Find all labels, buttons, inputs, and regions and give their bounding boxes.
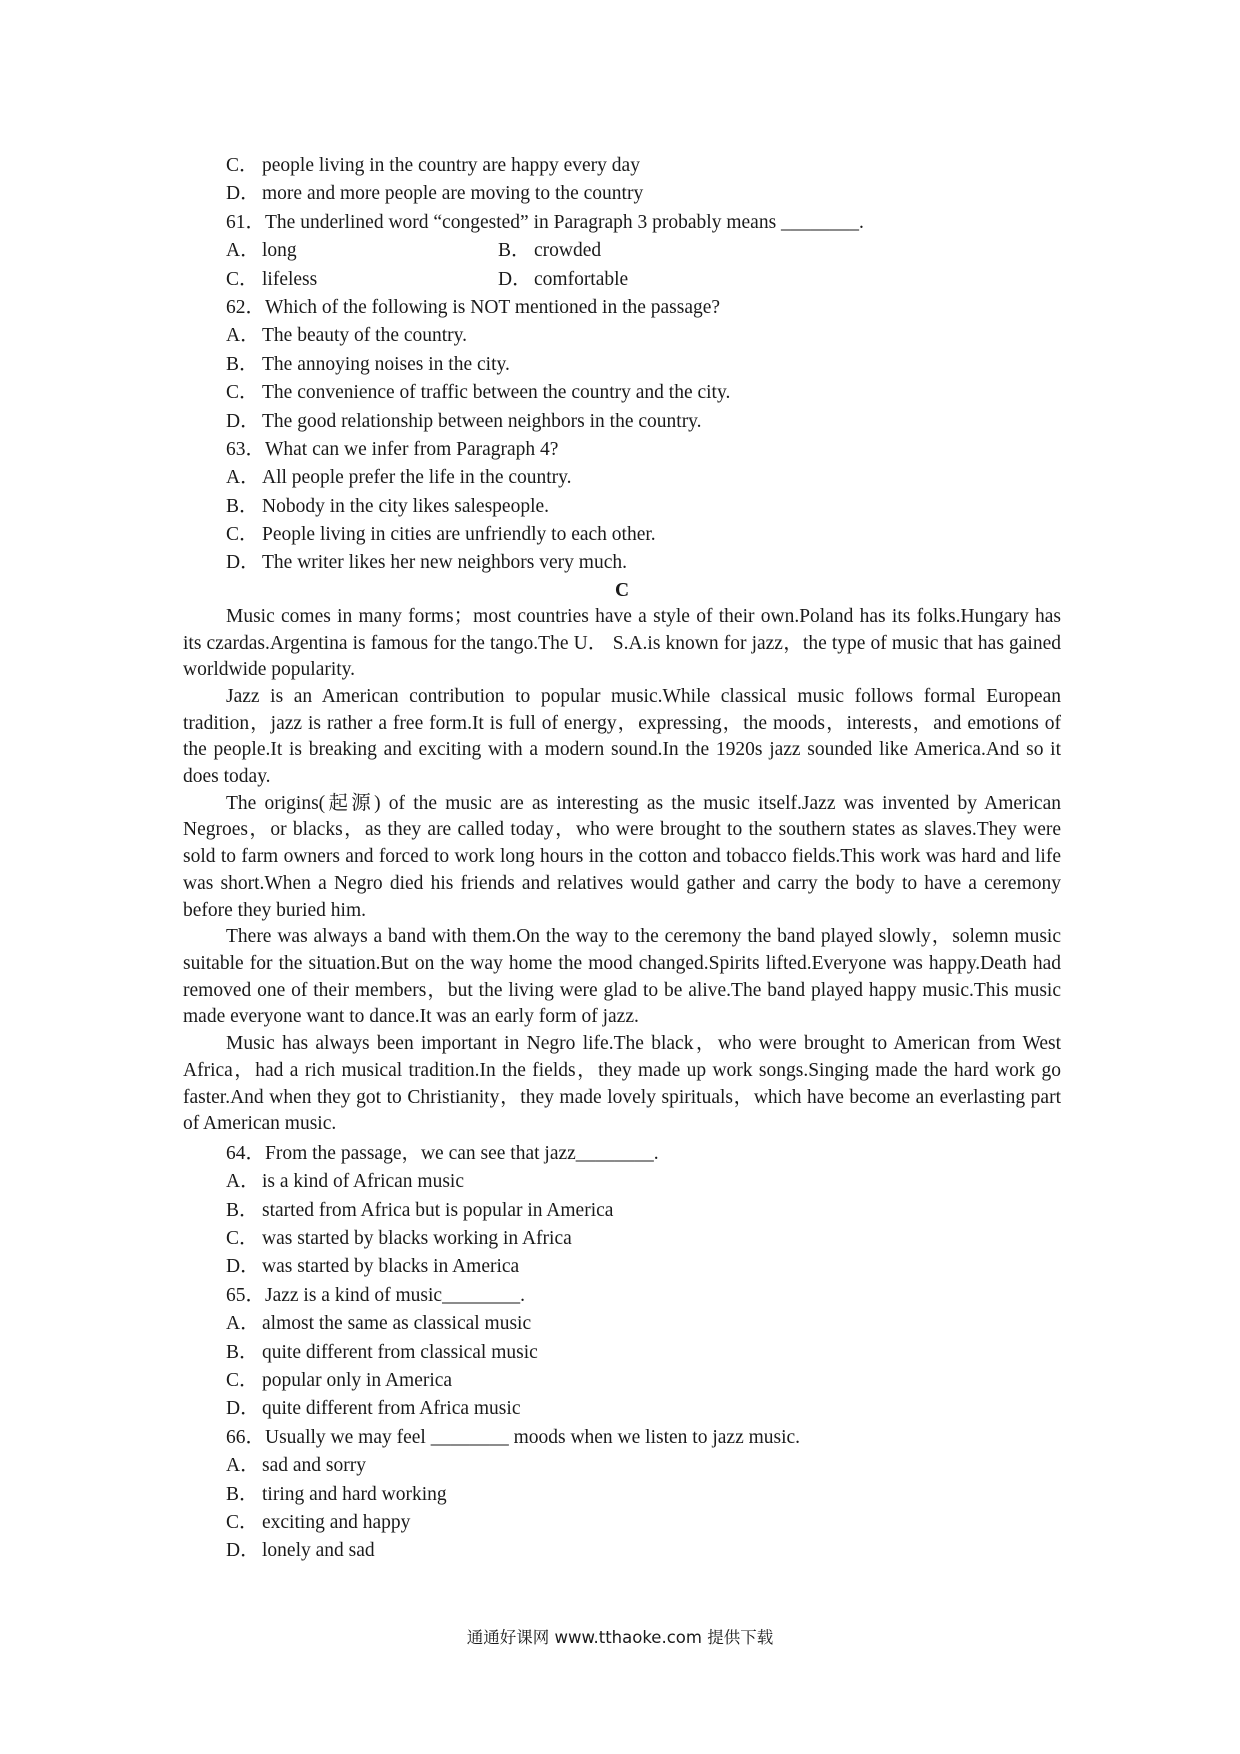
option-d: D． The good relationship between neighbors in the country.	[226, 410, 702, 432]
option-d: D． comfortable	[498, 268, 629, 290]
passage-paragraph: The origins(起源) of the music are as interesting as the music itself.Jazz was invented by American Negroes，or blacks，as they are called today，who were brought to the southern states as slaves.They were sold to farm owners and forced to work long hours in the cotton and tobacco fields.This work was hard and life was short.When a Negro died his friends and relatives would gather and carry the body to have a ceremony before they buried him.	[183, 792, 1061, 921]
option-c: C． popular only in America	[226, 1370, 453, 1392]
option-b: B． started from Africa but is popular in America	[226, 1199, 614, 1221]
question-65-stem: 65．Jazz is a kind of music________.	[226, 1284, 525, 1306]
option-b: B． crowded	[498, 240, 602, 262]
option-a: A． All people prefer the life in the country.	[226, 467, 572, 489]
page-footer: 通通好课网 www.tthaoke.com 提供下载	[466, 1628, 774, 1647]
option-b: B． quite different from classical music	[226, 1341, 538, 1363]
passage-paragraph: Music comes in many forms；most countries have a style of their own.Poland has its folks.Hungary has its czardas.Argentina is famous for the tango.The U． S.A.is known for jazz，the type of music that has gained worldwide popularity.	[183, 605, 1061, 681]
question-62-stem: 62．Which of the following is NOT mentioned in the passage?	[226, 296, 721, 318]
option-c: C． People living in cities are unfriendly to each other.	[226, 524, 656, 546]
question-64-stem: 64．From the passage，we can see that jazz________.	[226, 1142, 659, 1164]
option-d: D． lonely and sad	[226, 1540, 375, 1562]
question-66-stem: 66．Usually we may feel ________ moods when we listen to jazz music.	[226, 1426, 801, 1448]
option-a: A． The beauty of the country.	[226, 325, 468, 347]
section-title: C	[614, 579, 630, 601]
option-a: A． is a kind of African music	[226, 1171, 464, 1193]
option-c: C． exciting and happy	[226, 1512, 411, 1533]
option-a: A． long	[226, 240, 297, 262]
passage-paragraph: Music has always been important in Negro life.The black，who were brought to American from West Africa，had a rich musical tradition.In the fields，they made up work songs.Singing made the hard work go faster.And when they got to Christianity，they made lovely spirituals，which have become an everlasting part of American music.	[183, 1033, 1061, 1135]
question-61-options-row-2	[183, 266, 1061, 294]
option-d: D． quite different from Africa music	[226, 1398, 521, 1420]
option-a: A． almost the same as classical music	[226, 1313, 532, 1335]
option-d: D． The writer likes her new neighbors very much.	[226, 552, 627, 574]
exam-content	[183, 152, 1061, 1566]
question-63-stem: 63．What can we infer from Paragraph 4?	[226, 438, 559, 460]
option-a: A． sad and sorry	[226, 1455, 366, 1477]
option-c: C． The convenience of traffic between the country and the city.	[226, 382, 731, 404]
option-d: D． more and more people are moving to the country	[226, 183, 644, 205]
option-b: B． Nobody in the city likes salespeople.	[226, 495, 550, 517]
option-b: B． tiring and hard working	[226, 1483, 447, 1505]
passage-paragraph: There was always a band with them.On the way to the ceremony the band played slowly，solemn music suitable for the situation.But on the way home the mood changed.Spirits lifted.Everyone was happy.Death had removed one of their members，but the living were glad to be alive.The band played happy music.This music made everyone want to dance.It was an early form of jazz.	[183, 926, 1061, 1028]
question-61-stem: 61．The underlined word “congested” in Paragraph 3 probably means ________.	[226, 211, 864, 233]
option-d: D． was started by blacks in America	[226, 1256, 520, 1278]
option-c: C． lifeless	[226, 268, 318, 290]
option-c: C． people living in the country are happy every day	[226, 155, 640, 176]
option-c: C． was started by blacks working in Africa	[226, 1228, 572, 1250]
option-b: B． The annoying noises in the city.	[226, 353, 510, 375]
passage-paragraph: Jazz is an American contribution to popular music.While classical music follows formal European tradition，jazz is rather a free form.It is full of energy，expressing，the moods，interests，and emotions of the people.It is breaking and exciting with a modern sound.In the 1920s jazz sounded like America.And so it does today.	[183, 685, 1061, 788]
question-61-options-row-1	[183, 237, 1061, 265]
